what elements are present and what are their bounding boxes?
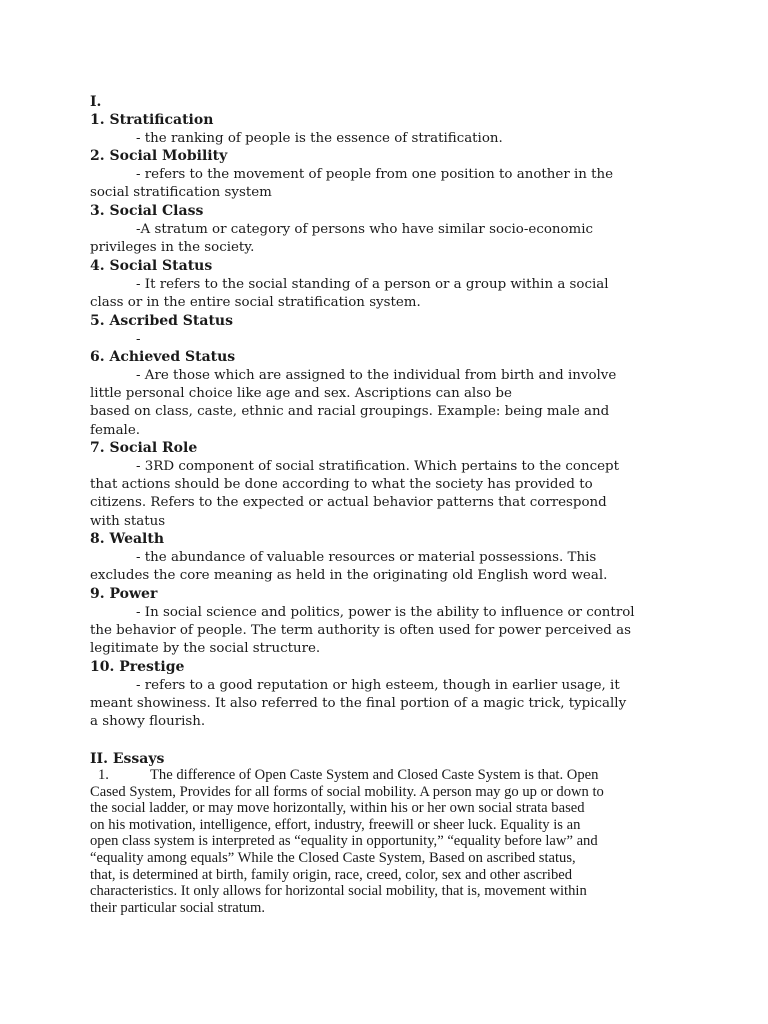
section-two-heading: II. Essays <box>90 751 165 767</box>
definition-line: class or in the entire social stratification system. <box>90 295 421 311</box>
definition-line: - the ranking of people is the essence of stratification. <box>136 131 503 146</box>
term-heading-social-class: 3. Social Class <box>90 203 204 219</box>
term-definition-social-role <box>90 458 660 531</box>
term-heading-stratification: 1. Stratification <box>90 112 214 128</box>
term-heading-social-status: 4. Social Status <box>90 258 213 274</box>
essay-line: “equality among equals” While the Closed Caste System, Based on ascribed status, <box>90 849 576 866</box>
definition-line: -A stratum or category of persons who have similar socio-economic <box>136 222 594 237</box>
term-heading-prestige: 10. Prestige <box>90 659 185 675</box>
term-definition-social-status <box>90 276 660 312</box>
definition-line: the behavior of people. The term authority is often used for power perceived as <box>90 623 631 639</box>
term-heading-social-mobility: 2. Social Mobility <box>90 148 228 164</box>
term-definition-social-mobility <box>90 166 660 202</box>
essay-line: characteristics. It only allows for horizontal social mobility, that is, movement within <box>90 883 587 900</box>
term-definition-ascribed-status <box>90 331 660 349</box>
definition-line: legitimate by the social structure. <box>90 641 321 657</box>
definition-line: - In social science and politics, power is the ability to influence or control <box>136 605 635 620</box>
term-definition-power <box>90 604 660 659</box>
definition-line: excludes the core meaning as held in the originating old English word weal. <box>90 568 608 584</box>
essay-line: the social ladder, or may move horizontally, within his or her own social strata based <box>90 800 585 817</box>
term-definition-stratification <box>90 130 660 148</box>
term-definition-achieved-status <box>90 367 660 440</box>
term-heading-social-role: 7. Social Role <box>90 440 198 456</box>
essay-line-text: The difference of Open Caste System and Closed Caste System is that. Open <box>150 767 599 783</box>
definition-line: - Are those which are assigned to the individual from birth and involve <box>136 368 617 383</box>
term-heading-achieved-status: 6. Achieved Status <box>90 349 236 365</box>
essay-number: 1. <box>98 767 109 783</box>
definition-line: social stratification system <box>90 185 272 201</box>
definition-line: based on class, caste, ethnic and racial groupings. Example: being male and <box>90 404 610 420</box>
definition-line: - refers to the movement of people from one position to another in the <box>136 167 614 182</box>
definition-line: - It refers to the social standing of a person or a group within a social <box>136 277 609 292</box>
section-one-numeral: I. <box>90 94 102 110</box>
definition-line: - refers to a good reputation or high esteem, though in earlier usage, it <box>136 678 620 693</box>
definition-line: - the abundance of valuable resources or material possessions. This <box>136 550 597 565</box>
term-definition-prestige <box>90 677 660 732</box>
term-definition-wealth <box>90 549 660 585</box>
term-heading-wealth: 8. Wealth <box>90 531 165 547</box>
essay-line: open class system is interpreted as “equality in opportunity,” “equality before law” and <box>90 833 598 850</box>
essay-line: Cased System, Provides for all forms of social mobility. A person may go up or down to <box>90 783 604 800</box>
term-heading-ascribed-status: 5. Ascribed Status <box>90 313 233 329</box>
definition-line: - 3RD component of social stratification. Which pertains to the concept <box>136 459 619 474</box>
definition-line: female. <box>90 422 141 438</box>
definition-line: little personal choice like age and sex. Ascriptions can also be <box>90 386 512 402</box>
definition-line: a showy flourish. <box>90 714 206 730</box>
essay-line: on his motivation, intelligence, effort, industry, freewill or sheer luck. Equality is an <box>90 816 581 833</box>
definition-line: with status <box>90 513 166 529</box>
term-heading-power: 9. Power <box>90 586 158 602</box>
definition-line: citizens. Refers to the expected or actual behavior patterns that correspond <box>90 495 607 511</box>
term-definition-social-class <box>90 221 660 257</box>
definition-line: - <box>136 332 141 347</box>
essay-line: their particular social stratum. <box>90 899 266 916</box>
definition-line: privileges in the society. <box>90 240 255 256</box>
definition-line: that actions should be done according to what the society has provided to <box>90 477 593 493</box>
essay-line: that, is determined at birth, family origin, race, creed, color, sex and other ascribed <box>90 866 573 883</box>
essay-paragraph <box>90 767 690 916</box>
definition-line: meant showiness. It also referred to the final portion of a magic trick, typically <box>90 696 627 712</box>
essay-line <box>90 767 690 784</box>
